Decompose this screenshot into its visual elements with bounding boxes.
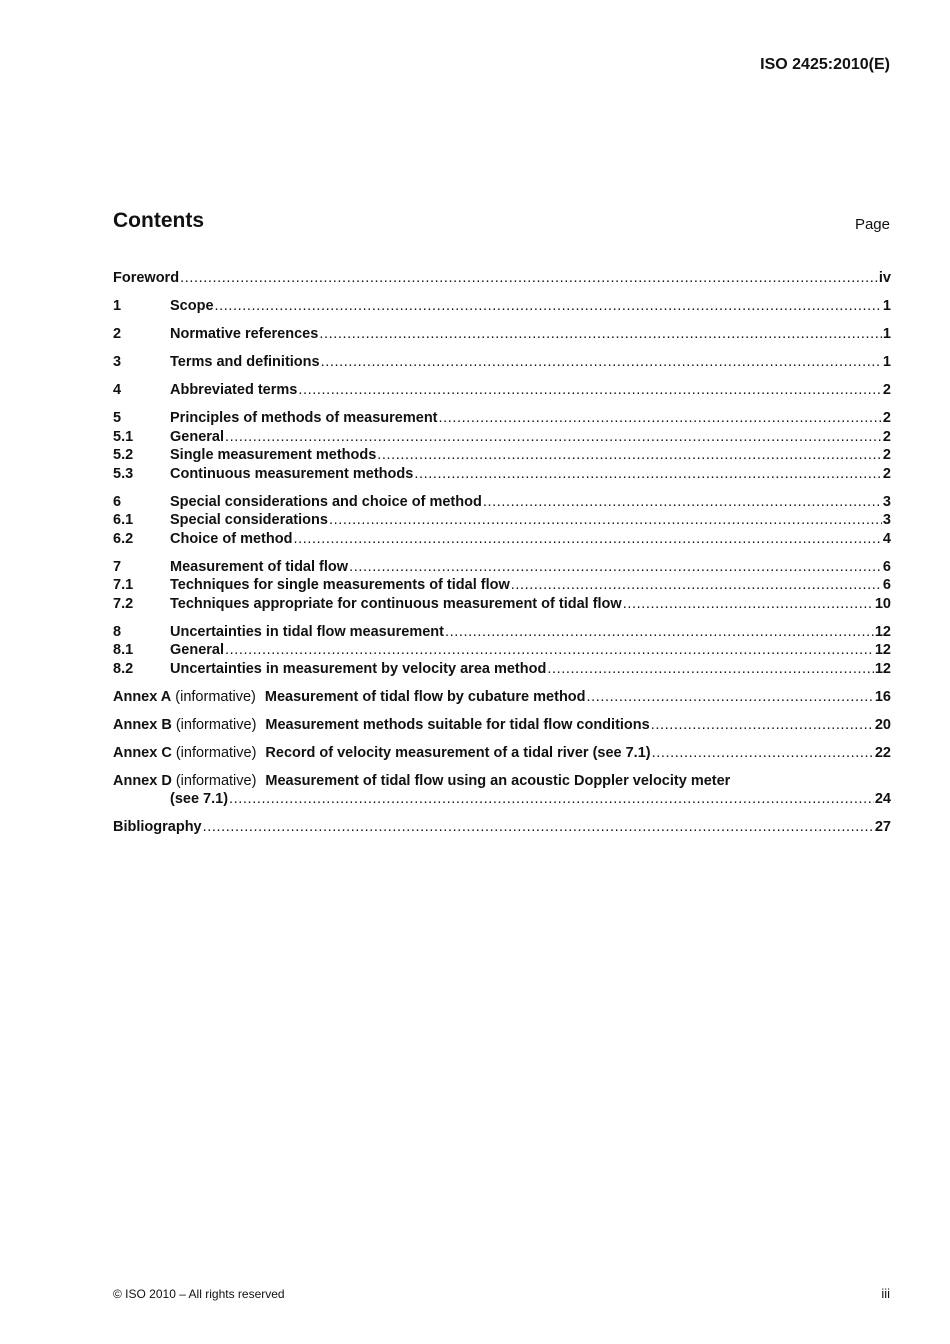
toc-entry-page: 4 — [882, 530, 891, 547]
toc-entry-page: 6 — [882, 577, 891, 593]
toc-entry-page: 6 — [882, 558, 891, 575]
toc-entry-page: 24 — [874, 791, 891, 807]
dot-leader — [445, 623, 874, 642]
toc-entry-page: 2 — [882, 382, 891, 398]
dot-leader — [293, 530, 881, 549]
toc-entry-page: 2 — [882, 428, 891, 445]
page-column-label: Page — [854, 216, 890, 233]
annex-informative: (informative) — [175, 772, 257, 789]
toc-entry-annex-d[interactable] — [113, 772, 891, 791]
annex-label: Annex A — [113, 688, 172, 705]
dot-leader — [511, 576, 882, 595]
toc-entry-5-1[interactable] — [113, 428, 891, 447]
dot-leader — [203, 818, 874, 837]
toc-entry-7[interactable] — [113, 558, 891, 577]
dot-leader — [651, 716, 874, 735]
toc-entry-number: 7.2 — [113, 595, 134, 612]
toc-entry-page: 1 — [882, 354, 891, 370]
toc-entry-number: 5.1 — [113, 428, 134, 445]
dot-leader — [547, 660, 874, 679]
toc-entry-title: General — [170, 428, 224, 445]
toc-entry-number: 5 — [113, 410, 122, 426]
toc-entry-8-1[interactable] — [113, 641, 891, 660]
toc-entry-number: 5.3 — [113, 465, 134, 482]
toc-entry-title: Techniques for single measurements of tidal flow — [170, 577, 510, 593]
toc-entry-title: Measurement of tidal flow using an acoustic Doppler velocity meter — [265, 772, 731, 789]
toc-entry-page: 1 — [882, 298, 891, 314]
toc-entry-title: Continuous measurement methods — [170, 465, 414, 482]
toc-entry-page: 2 — [882, 447, 891, 463]
dot-leader — [652, 744, 874, 763]
toc-entry-3[interactable] — [113, 353, 891, 372]
dot-leader — [225, 641, 874, 660]
toc-entry-title: Single measurement methods — [170, 447, 377, 463]
toc-entry-annex-d-continued[interactable] — [113, 790, 891, 809]
toc-entry-foreword[interactable] — [113, 269, 891, 288]
dot-leader — [329, 511, 882, 530]
toc-entry-title: Principles of methods of measurement — [170, 410, 438, 426]
toc-entry-6-1[interactable] — [113, 511, 891, 530]
annex-informative: (informative) — [175, 744, 257, 761]
dot-leader — [319, 325, 882, 344]
annex-label: Annex C — [113, 744, 172, 761]
contents-title: Contents — [113, 209, 204, 232]
toc-entry-number: 7.1 — [113, 577, 134, 593]
toc-entry-number: 8.2 — [113, 660, 134, 677]
toc-entry-number: 6 — [113, 493, 122, 510]
annex-label: Annex B — [113, 716, 172, 733]
toc-entry-title: Uncertainties in tidal flow measurement — [170, 623, 444, 640]
toc-entry-title: Measurement methods suitable for tidal flow conditions — [265, 716, 650, 733]
dot-leader — [439, 409, 882, 428]
toc-entry-page: 16 — [874, 688, 891, 705]
toc-entry-number: 4 — [113, 382, 122, 398]
toc-entry-annex-c[interactable] — [113, 744, 891, 763]
toc-entry-page: 20 — [874, 716, 891, 733]
dot-leader — [298, 381, 882, 400]
annex-informative: (informative) — [175, 716, 257, 733]
toc-entry-title: Scope — [170, 298, 214, 314]
toc-entry-page: 1 — [882, 326, 891, 342]
toc-entry-number: 5.2 — [113, 447, 134, 463]
dot-leader — [414, 465, 882, 484]
toc-entry-page: 10 — [874, 595, 891, 612]
toc-entry-page: 12 — [874, 642, 891, 658]
toc-entry-title: Abbreviated terms — [170, 382, 298, 398]
toc-entry-number: 2 — [113, 326, 122, 342]
toc-entry-title: Choice of method — [170, 530, 293, 547]
toc-entry-4[interactable] — [113, 381, 891, 400]
dot-leader — [321, 353, 882, 372]
toc-entry-number: 8 — [113, 623, 122, 640]
dot-leader — [215, 297, 882, 316]
toc-entry-title: Measurement of tidal flow — [170, 558, 349, 575]
document-id: ISO 2425:2010(E) — [760, 56, 890, 73]
toc-entry-8-2[interactable] — [113, 660, 891, 679]
toc-entry-page: 3 — [882, 512, 891, 528]
toc-entry-number: 8.1 — [113, 642, 134, 658]
dot-leader — [483, 493, 882, 512]
toc-entry-title: Terms and definitions — [170, 354, 320, 370]
dot-leader — [180, 269, 878, 288]
toc-entry-2[interactable] — [113, 325, 891, 344]
toc-entry-page: 12 — [874, 660, 891, 677]
toc-entry-page: iv — [878, 270, 891, 286]
table-of-contents — [113, 269, 891, 846]
dot-leader — [587, 688, 874, 707]
dot-leader — [377, 446, 882, 465]
page-number: iii — [881, 1286, 890, 1301]
toc-entry-title-continued: (see 7.1) — [170, 791, 229, 807]
toc-entry-annex-a[interactable] — [113, 688, 891, 707]
toc-entry-5-2[interactable] — [113, 446, 891, 465]
annex-label: Annex D — [113, 772, 172, 789]
dot-leader — [349, 558, 882, 577]
toc-entry-5[interactable] — [113, 409, 891, 428]
toc-entry-title: Special considerations — [170, 512, 328, 528]
toc-entry-number: 6.2 — [113, 530, 134, 547]
toc-entry-page: 27 — [874, 819, 891, 835]
toc-entry-title: Measurement of tidal flow by cubature method — [264, 688, 586, 705]
toc-entry-1[interactable] — [113, 297, 891, 316]
toc-entry-page: 12 — [874, 623, 891, 640]
dot-leader — [225, 428, 882, 447]
toc-entry-title: General — [170, 642, 224, 658]
dot-leader — [229, 790, 874, 809]
toc-entry-number: 3 — [113, 354, 122, 370]
annex-informative: (informative) — [175, 688, 256, 705]
toc-entry-page: 3 — [882, 493, 891, 510]
toc-entry-5-3[interactable] — [113, 465, 891, 484]
copyright-notice: © ISO 2010 – All rights reserved — [113, 1287, 285, 1301]
toc-entry-title: Techniques appropriate for continuous measurement of tidal flow — [170, 595, 622, 612]
toc-entry-8[interactable] — [113, 623, 891, 642]
toc-entry-title: Bibliography — [113, 819, 202, 835]
toc-entry-6[interactable] — [113, 493, 891, 512]
toc-entry-7-2[interactable] — [113, 595, 891, 614]
toc-entry-title: Uncertainties in measurement by velocity area method — [170, 660, 547, 677]
toc-entry-7-1[interactable] — [113, 576, 891, 595]
toc-entry-page: 2 — [882, 465, 891, 482]
toc-entry-title: Normative references — [170, 326, 319, 342]
toc-entry-title: Record of velocity measurement of a tidal river (see 7.1) — [265, 744, 651, 761]
toc-entry-page: 22 — [874, 744, 891, 761]
toc-entry-title: Special considerations and choice of method — [170, 493, 482, 510]
toc-entry-bibliography[interactable] — [113, 818, 891, 837]
toc-entry-annex-b[interactable] — [113, 716, 891, 735]
toc-entry-6-2[interactable] — [113, 530, 891, 549]
toc-entry-page: 2 — [882, 410, 891, 426]
toc-entry-title: Foreword — [113, 270, 180, 286]
toc-entry-number: 1 — [113, 298, 122, 314]
dot-leader — [623, 595, 874, 614]
toc-entry-number: 7 — [113, 558, 122, 575]
toc-entry-number: 6.1 — [113, 512, 134, 528]
